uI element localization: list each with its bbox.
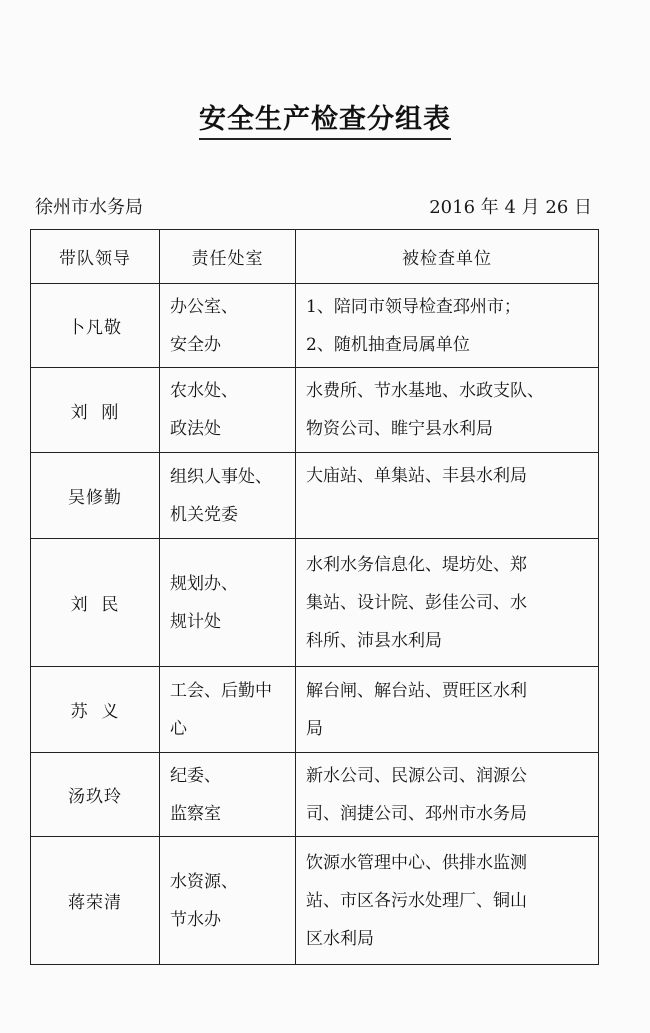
dept-cell xyxy=(160,837,296,965)
units-cell xyxy=(296,368,599,453)
dept-line: 机关党委 xyxy=(170,504,238,525)
table-row xyxy=(31,368,599,453)
header-leader: 带队领导 xyxy=(31,230,160,284)
units-line: 集站、设计院、彭佳公司、水 xyxy=(306,592,527,613)
dept-line: 规划办、 xyxy=(170,573,238,594)
dept-line: 监察室 xyxy=(170,803,221,824)
leader-cell: 吴修勤 xyxy=(31,453,160,539)
dept-cell xyxy=(160,753,296,837)
units-line: 大庙站、单集站、丰县水利局 xyxy=(306,466,527,486)
units-cell xyxy=(296,667,599,753)
dept-line: 水资源、 xyxy=(170,871,238,892)
issuer: 徐州市水务局 xyxy=(35,197,143,218)
dept-line: 政法处 xyxy=(170,419,221,439)
leader-cell: 卜凡敬 xyxy=(31,284,160,368)
units-line: 饮源水管理中心、供排水监测 xyxy=(306,852,527,873)
units-cell xyxy=(296,284,599,368)
table-row xyxy=(31,284,599,368)
dept-line: 工会、后勤中 xyxy=(170,680,272,701)
dept-line: 节水办 xyxy=(170,909,221,930)
header-units: 被检查单位 xyxy=(296,230,599,284)
dept-line: 农水处、 xyxy=(170,381,238,401)
header-dept: 责任处室 xyxy=(160,230,296,284)
leader-cell: 刘 刚 xyxy=(31,368,160,453)
dept-cell xyxy=(160,453,296,539)
units-line: 水利水务信息化、堤坊处、郑 xyxy=(306,554,527,575)
document-title-text: 安全生产检查分组表 xyxy=(199,104,451,140)
dept-line: 办公室、 xyxy=(170,296,238,317)
dept-line: 纪委、 xyxy=(170,765,221,786)
units-line: 2、随机抽查局属单位 xyxy=(306,334,470,355)
units-line: 区水利局 xyxy=(306,928,374,949)
inspection-group-table xyxy=(30,229,599,965)
leader-cell: 刘 民 xyxy=(31,539,160,667)
units-line: 1、陪同市领导检查邳州市； xyxy=(306,296,521,317)
table-row xyxy=(31,667,599,753)
units-line: 新水公司、民源公司、润源公 xyxy=(306,765,527,786)
table-row xyxy=(31,837,599,965)
leader-cell: 蒋荣清 xyxy=(31,837,160,965)
units-line: 司、润捷公司、邳州市水务局 xyxy=(306,803,527,824)
dept-cell xyxy=(160,368,296,453)
units-cell xyxy=(296,837,599,965)
table-row xyxy=(31,453,599,539)
dept-cell xyxy=(160,667,296,753)
dept-line: 心 xyxy=(170,718,187,739)
dept-line: 组织人事处、 xyxy=(170,466,272,487)
issue-date: 2016 年 4 月 26 日 xyxy=(429,197,592,218)
dept-line: 安全办 xyxy=(170,334,221,355)
units-line: 水费所、节水基地、水政支队、 xyxy=(306,381,544,401)
units-line: 科所、沛县水利局 xyxy=(306,630,442,651)
document-title xyxy=(0,104,650,140)
table-header-row xyxy=(31,230,599,284)
units-line: 局 xyxy=(306,718,323,739)
dept-line: 规计处 xyxy=(170,611,221,632)
dept-cell xyxy=(160,284,296,368)
units-cell xyxy=(296,539,599,667)
table-row xyxy=(31,753,599,837)
table-row xyxy=(31,539,599,667)
units-line: 站、市区各污水处理厂、铜山 xyxy=(306,890,527,911)
units-cell xyxy=(296,453,599,539)
units-line: 解台闸、解台站、贾旺区水利 xyxy=(306,680,527,701)
leader-cell: 汤玖玲 xyxy=(31,753,160,837)
dept-cell xyxy=(160,539,296,667)
units-cell xyxy=(296,753,599,837)
units-line: 物资公司、睢宁县水利局 xyxy=(306,419,493,439)
leader-cell: 苏 义 xyxy=(31,667,160,753)
